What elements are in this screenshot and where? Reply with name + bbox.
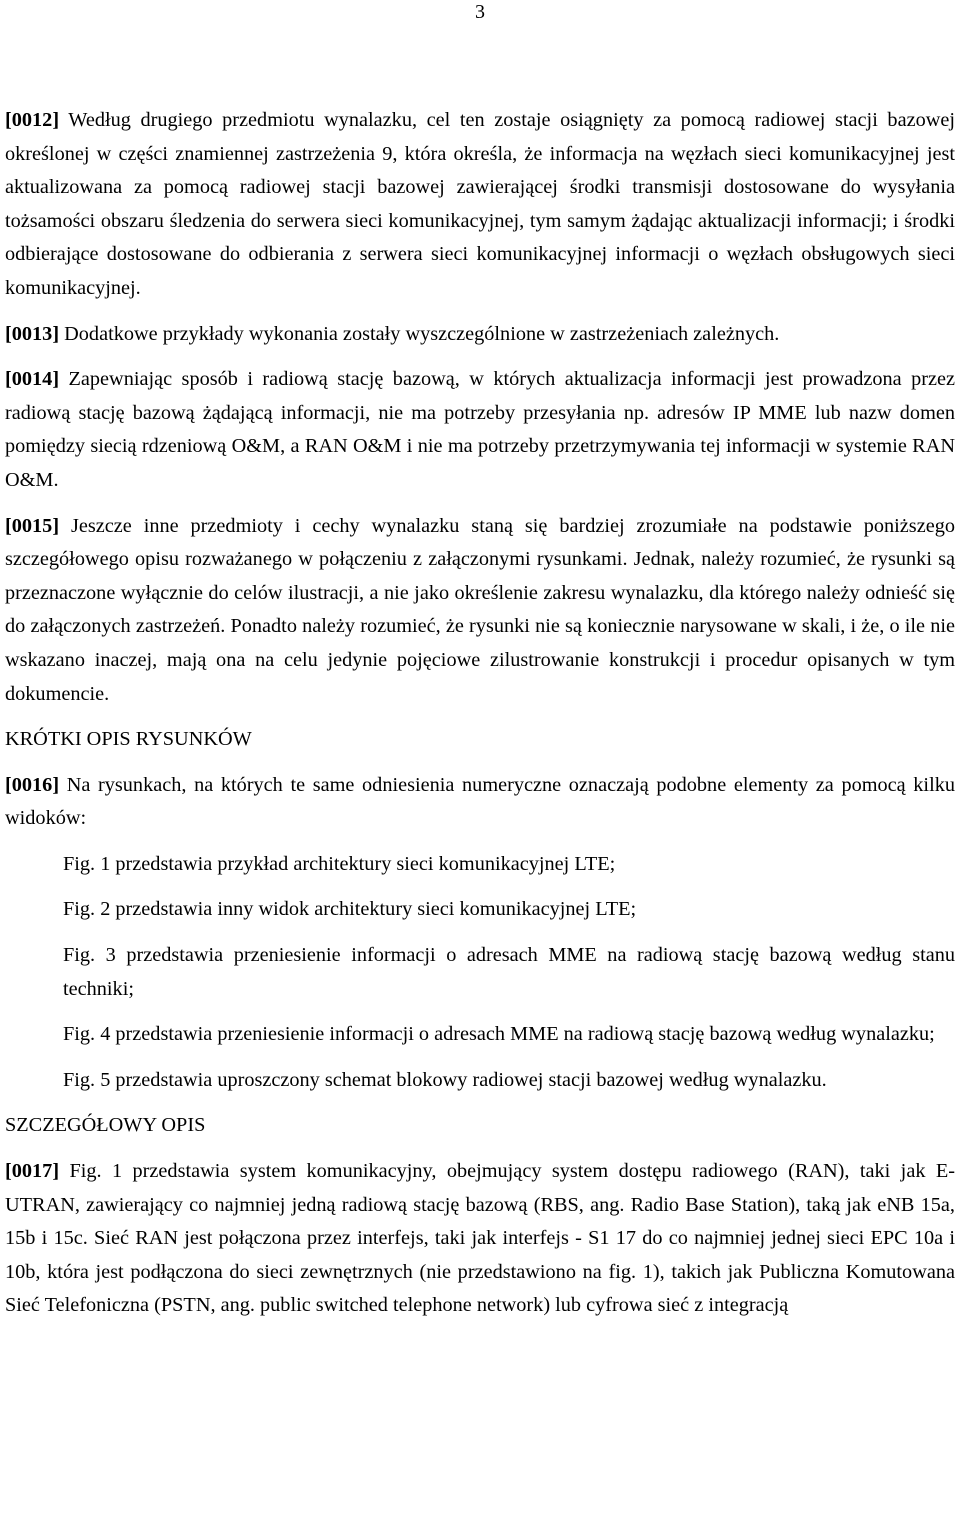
paragraph-0015 [5, 510, 955, 712]
paragraph-0012 [5, 104, 955, 306]
paragraph-0016 [5, 769, 955, 836]
paragraph-number: [0013] [5, 322, 60, 345]
section-heading-detail: SZCZEGÓŁOWY OPIS [5, 1114, 206, 1137]
paragraph-text: Fig. 1 przedstawia system komunikacyjny, obejmujący system dostępu radiowego (RAN), taki jak E-UTRAN, zawierający co najmniej jedną radiową stację bazową (RBS, ang. Radio Base Station), taką jak eNB 15a, 15b i 15c. Sieć RAN jest połączona przez interfejs, taki jak interfejs - S1 17 do co najmniej jednej sieci EPC 10a i 10b, która jest podłączona do sieci zewnętrznych (nie przedstawiono na fig. 1), takich jak Publiczna Komutowana Sieć Telefoniczna (PSTN, ang. public switched telephone network) lub cyfrowa sieć z integracją [5, 1160, 955, 1317]
paragraph-number: [0016] [5, 773, 60, 796]
paragraph-text: Według drugiego przedmiotu wynalazku, cel ten zostaje osiągnięty za pomocą radiowej stacji bazowej określonej w części znamiennej zastrzeżenia 9, która określa, że informacja na węzłach sieci komunikacyjnej jest aktualizowana za pomocą radiowej stacji bazowej zawierającej środki transmisji dostosowane do wysyłania tożsamości obszaru śledzenia do serwera sieci komunikacyjnej, tym samym żądając aktualizacji informacji; i środki odbierające dostosowane do odbierania z serwera sieci komunikacyjnej informacji o węzłach obsługowych sieci komunikacyjnej. [5, 109, 955, 299]
paragraph-number: [0012] [5, 109, 60, 131]
paragraph-number: [0017] [5, 1160, 60, 1183]
paragraph-text: Jeszcze inne przedmioty i cechy wynalazku staną się bardziej zrozumiałe na podstawie poniższego szczegółowego opisu rozważanego w połączeniu z załączonymi rysunkami. Jednak, należy rozumieć, że rysunki są przeznaczone wyłącznie do celów ilustracji, a nie jako określenie zakresu wynalazku, dla którego należy odnieść się do załączonych zastrzeżeń. Ponadto należy rozumieć, że rysunki nie są koniecznie narysowane w skali, i że, o ile nie wskazano inaczej, mają ona na celu jedynie pojęciowe zilustrowanie konstrukcji i procedur opisanych w tym dokumencie. [5, 514, 955, 705]
document-body [5, 104, 955, 1335]
figure-list-item: Fig. 5 przedstawia uproszczony schemat blokowy radiowej stacji bazowej według wynalazku. [63, 1068, 827, 1091]
section-heading-brief: KRÓTKI OPIS RYSUNKÓW [5, 728, 252, 751]
figure-list-item: Fig. 1 przedstawia przykład architektury sieci komunikacyjnej LTE; [63, 852, 616, 875]
paragraph-text: Zapewniając sposób i radiową stację bazową, w których aktualizacja informacji jest prowadzona przez radiową stację bazową żądającą informacji, nie ma potrzeby przesyłania np. adresów IP MME lub nazw domen pomiędzy siecią rdzeniową O&M, a RAN O&M i nie ma potrzeby przetrzymywania tej informacji w systemie RAN O&M. [5, 368, 955, 491]
paragraph-number: [0015] [5, 514, 60, 537]
paragraph-number: [0014] [5, 368, 60, 391]
paragraph-text: Dodatkowe przykłady wykonania zostały wyszczególnione w zastrzeżeniach zależnych. [59, 322, 780, 345]
figure-list-item: Fig. 3 przedstawia przeniesienie informacji o adresach MME na radiową stację bazową według stanu techniki; [63, 944, 955, 1000]
paragraph-0017 [5, 1155, 955, 1323]
figure-list-item: Fig. 4 przedstawia przeniesienie informacji o adresach MME na radiową stację bazową według wynalazku; [63, 1023, 935, 1046]
paragraph-0014 [5, 363, 955, 497]
figure-list-item: Fig. 2 przedstawia inny widok architektury sieci komunikacyjnej LTE; [63, 898, 637, 921]
page-number: 3 [475, 1, 485, 23]
paragraph-text: Na rysunkach, na których te same odniesienia numeryczne oznaczają podobne elementy za pomocą kilku widoków: [5, 773, 955, 830]
paragraph-0013 [5, 318, 955, 352]
